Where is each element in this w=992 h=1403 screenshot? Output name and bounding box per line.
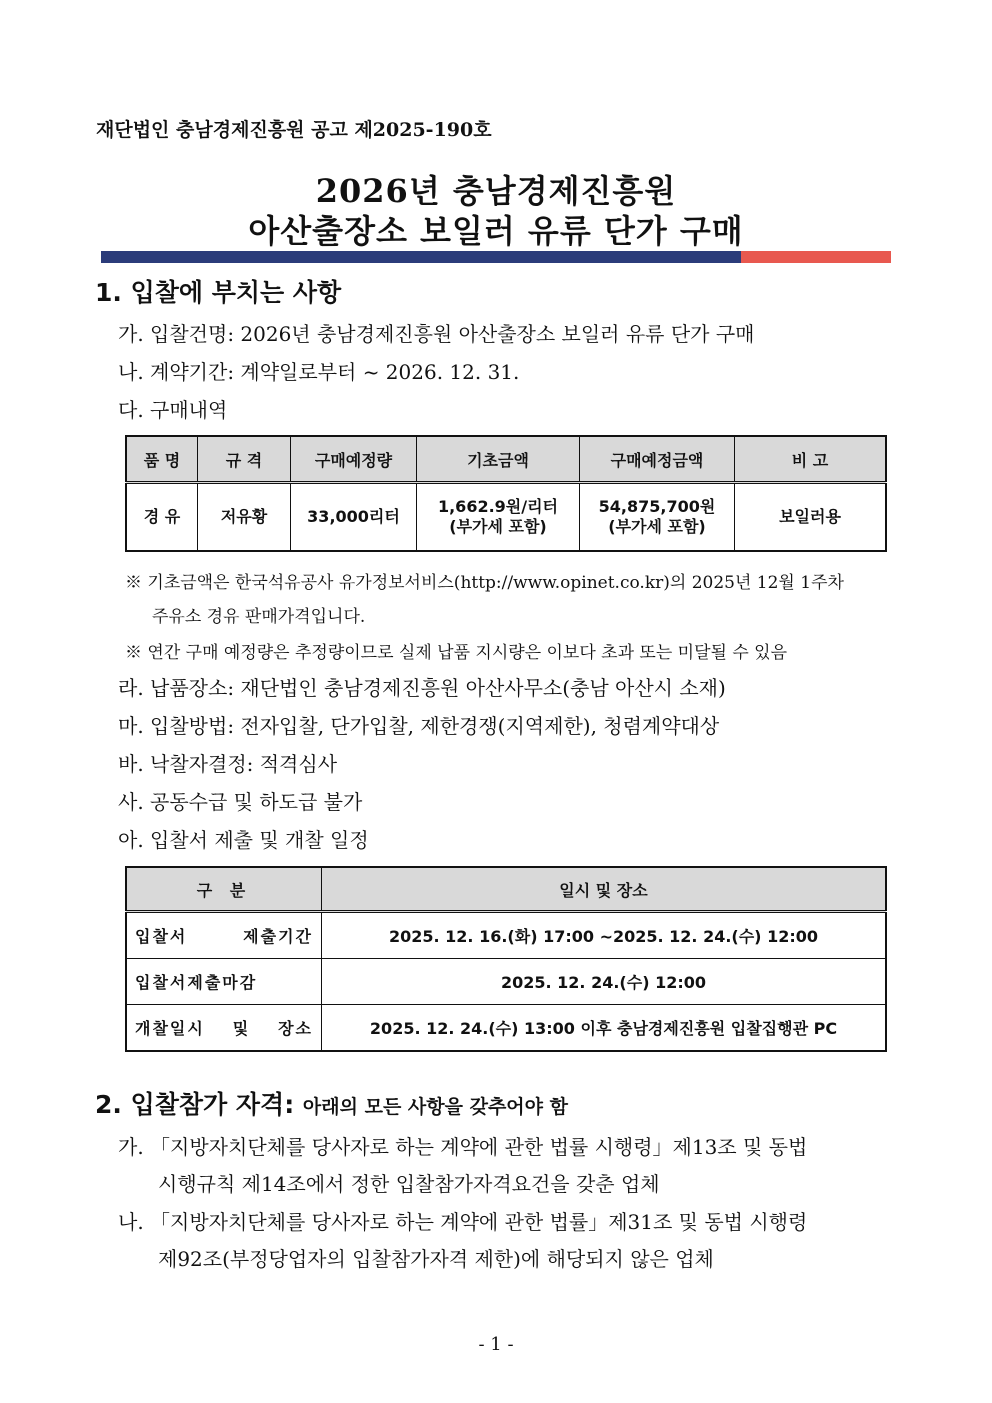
- section2-subtitle: 아래의 모든 사항을 갖추어야 함: [302, 1096, 568, 1118]
- divider-navy-segment: [101, 251, 741, 263]
- notice-number: 재단법인 충남경제진흥원 공고 제2025-190호: [96, 119, 492, 141]
- col-header-category: 구 분: [126, 867, 322, 912]
- divider-red-segment: [741, 251, 891, 263]
- qual-na-line2: 제92조(부정당업자의 입찰참가자격 제한)에 해당되지 않은 업체: [158, 1247, 714, 1271]
- cell-spec: 저유황: [198, 483, 291, 552]
- amount-value: 54,875,700원: [598, 497, 716, 516]
- note1-line1: ※ 기초금액은 한국석유공사 유가정보서비스(http://www.opinet.co.kr)의 2025년 12월 1주차: [125, 573, 844, 593]
- row-label-submission-deadline: 입찰서제출마감: [126, 959, 322, 1005]
- item-ma: 마. 입찰방법: 전자입찰, 단가입찰, 제한경쟁(지역제한), 청렴계약대상: [118, 714, 720, 738]
- table-header-row: [126, 867, 886, 912]
- document-title-line1: 2026년 충남경제진흥원: [315, 172, 677, 210]
- title-divider-bar: [101, 251, 891, 263]
- base-price-vat-note: (부가세 포함): [449, 517, 547, 536]
- item-a: 아. 입찰서 제출 및 개찰 일정: [118, 828, 369, 852]
- cell-base-price: [417, 483, 580, 552]
- row-label-submission-period: 입찰서 제출기간: [126, 912, 322, 959]
- qual-ga-line1: 가. 「지방자치단체를 당사자로 하는 계약에 관한 법률 시행령」제13조 및 동법: [118, 1135, 808, 1159]
- section2-title: 2. 입찰참가 자격:: [95, 1090, 295, 1119]
- col-header-quantity: 구매예정량: [291, 436, 417, 483]
- qual-ga-line2: 시행규칙 제14조에서 정한 입찰참가자격요건을 갖춘 업체: [158, 1172, 660, 1196]
- cell-quantity: 33,000리터: [291, 483, 417, 552]
- row-value-submission-period: 2025. 12. 16.(화) 17:00 ~2025. 12. 24.(수) 12:00: [322, 912, 887, 959]
- table-row: [126, 483, 886, 552]
- table-row: [126, 912, 886, 959]
- item-da: 다. 구매내역: [118, 398, 228, 422]
- purchase-items-table: [125, 435, 887, 552]
- row-label-opening: 개찰일시 및 장소: [126, 1005, 322, 1052]
- table-header-row: [126, 436, 886, 483]
- item-ga: 가. 입찰건명: 2026년 충남경제진흥원 아산출장소 보일러 유류 단가 구매: [118, 322, 755, 346]
- col-header-remark: 비 고: [735, 436, 887, 483]
- base-price-value: 1,662.9원/리터: [437, 497, 559, 516]
- table-row: [126, 1005, 886, 1052]
- amount-vat-note: (부가세 포함): [608, 517, 706, 536]
- cell-name: 경 유: [126, 483, 198, 552]
- table-row: [126, 959, 886, 1005]
- row-value-submission-deadline: 2025. 12. 24.(수) 12:00: [322, 959, 887, 1005]
- document-title-line2: 아산출장소 보일러 유류 단가 구매: [248, 212, 744, 250]
- col-header-amount: 구매예정금액: [580, 436, 735, 483]
- bid-schedule-table: [125, 866, 887, 1052]
- section2-heading: [95, 1085, 568, 1121]
- item-sa: 사. 공동수급 및 하도급 불가: [118, 790, 363, 814]
- col-header-spec: 규 격: [198, 436, 291, 483]
- row-value-opening: 2025. 12. 24.(수) 13:00 이후 충남경제진흥원 입찰집행관 PC: [322, 1005, 887, 1052]
- item-ba: 바. 낙찰자결정: 적격심사: [118, 752, 338, 776]
- cell-remark: 보일러용: [735, 483, 887, 552]
- item-ra: 라. 납품장소: 재단법인 충남경제진흥원 아산사무소(충남 아산시 소재): [118, 676, 726, 700]
- qual-na-line1: 나. 「지방자치단체를 당사자로 하는 계약에 관한 법률」제31조 및 동법 시행령: [118, 1210, 808, 1234]
- col-header-base-price: 기초금액: [417, 436, 580, 483]
- note2: ※ 연간 구매 예정량은 추정량이므로 실제 납품 지시량은 이보다 초과 또는 미달될 수 있음: [125, 643, 788, 663]
- note1-line2: 주유소 경유 판매가격입니다.: [152, 607, 366, 627]
- section1-heading: 1. 입찰에 부치는 사항: [95, 278, 342, 307]
- item-na: 나. 계약기간: 계약일로부터 ~ 2026. 12. 31.: [118, 360, 520, 384]
- cell-amount: [580, 483, 735, 552]
- page-number: - 1 -: [478, 1334, 514, 1355]
- col-header-datetime-place: 일시 및 장소: [322, 867, 887, 912]
- col-header-name: 품 명: [126, 436, 198, 483]
